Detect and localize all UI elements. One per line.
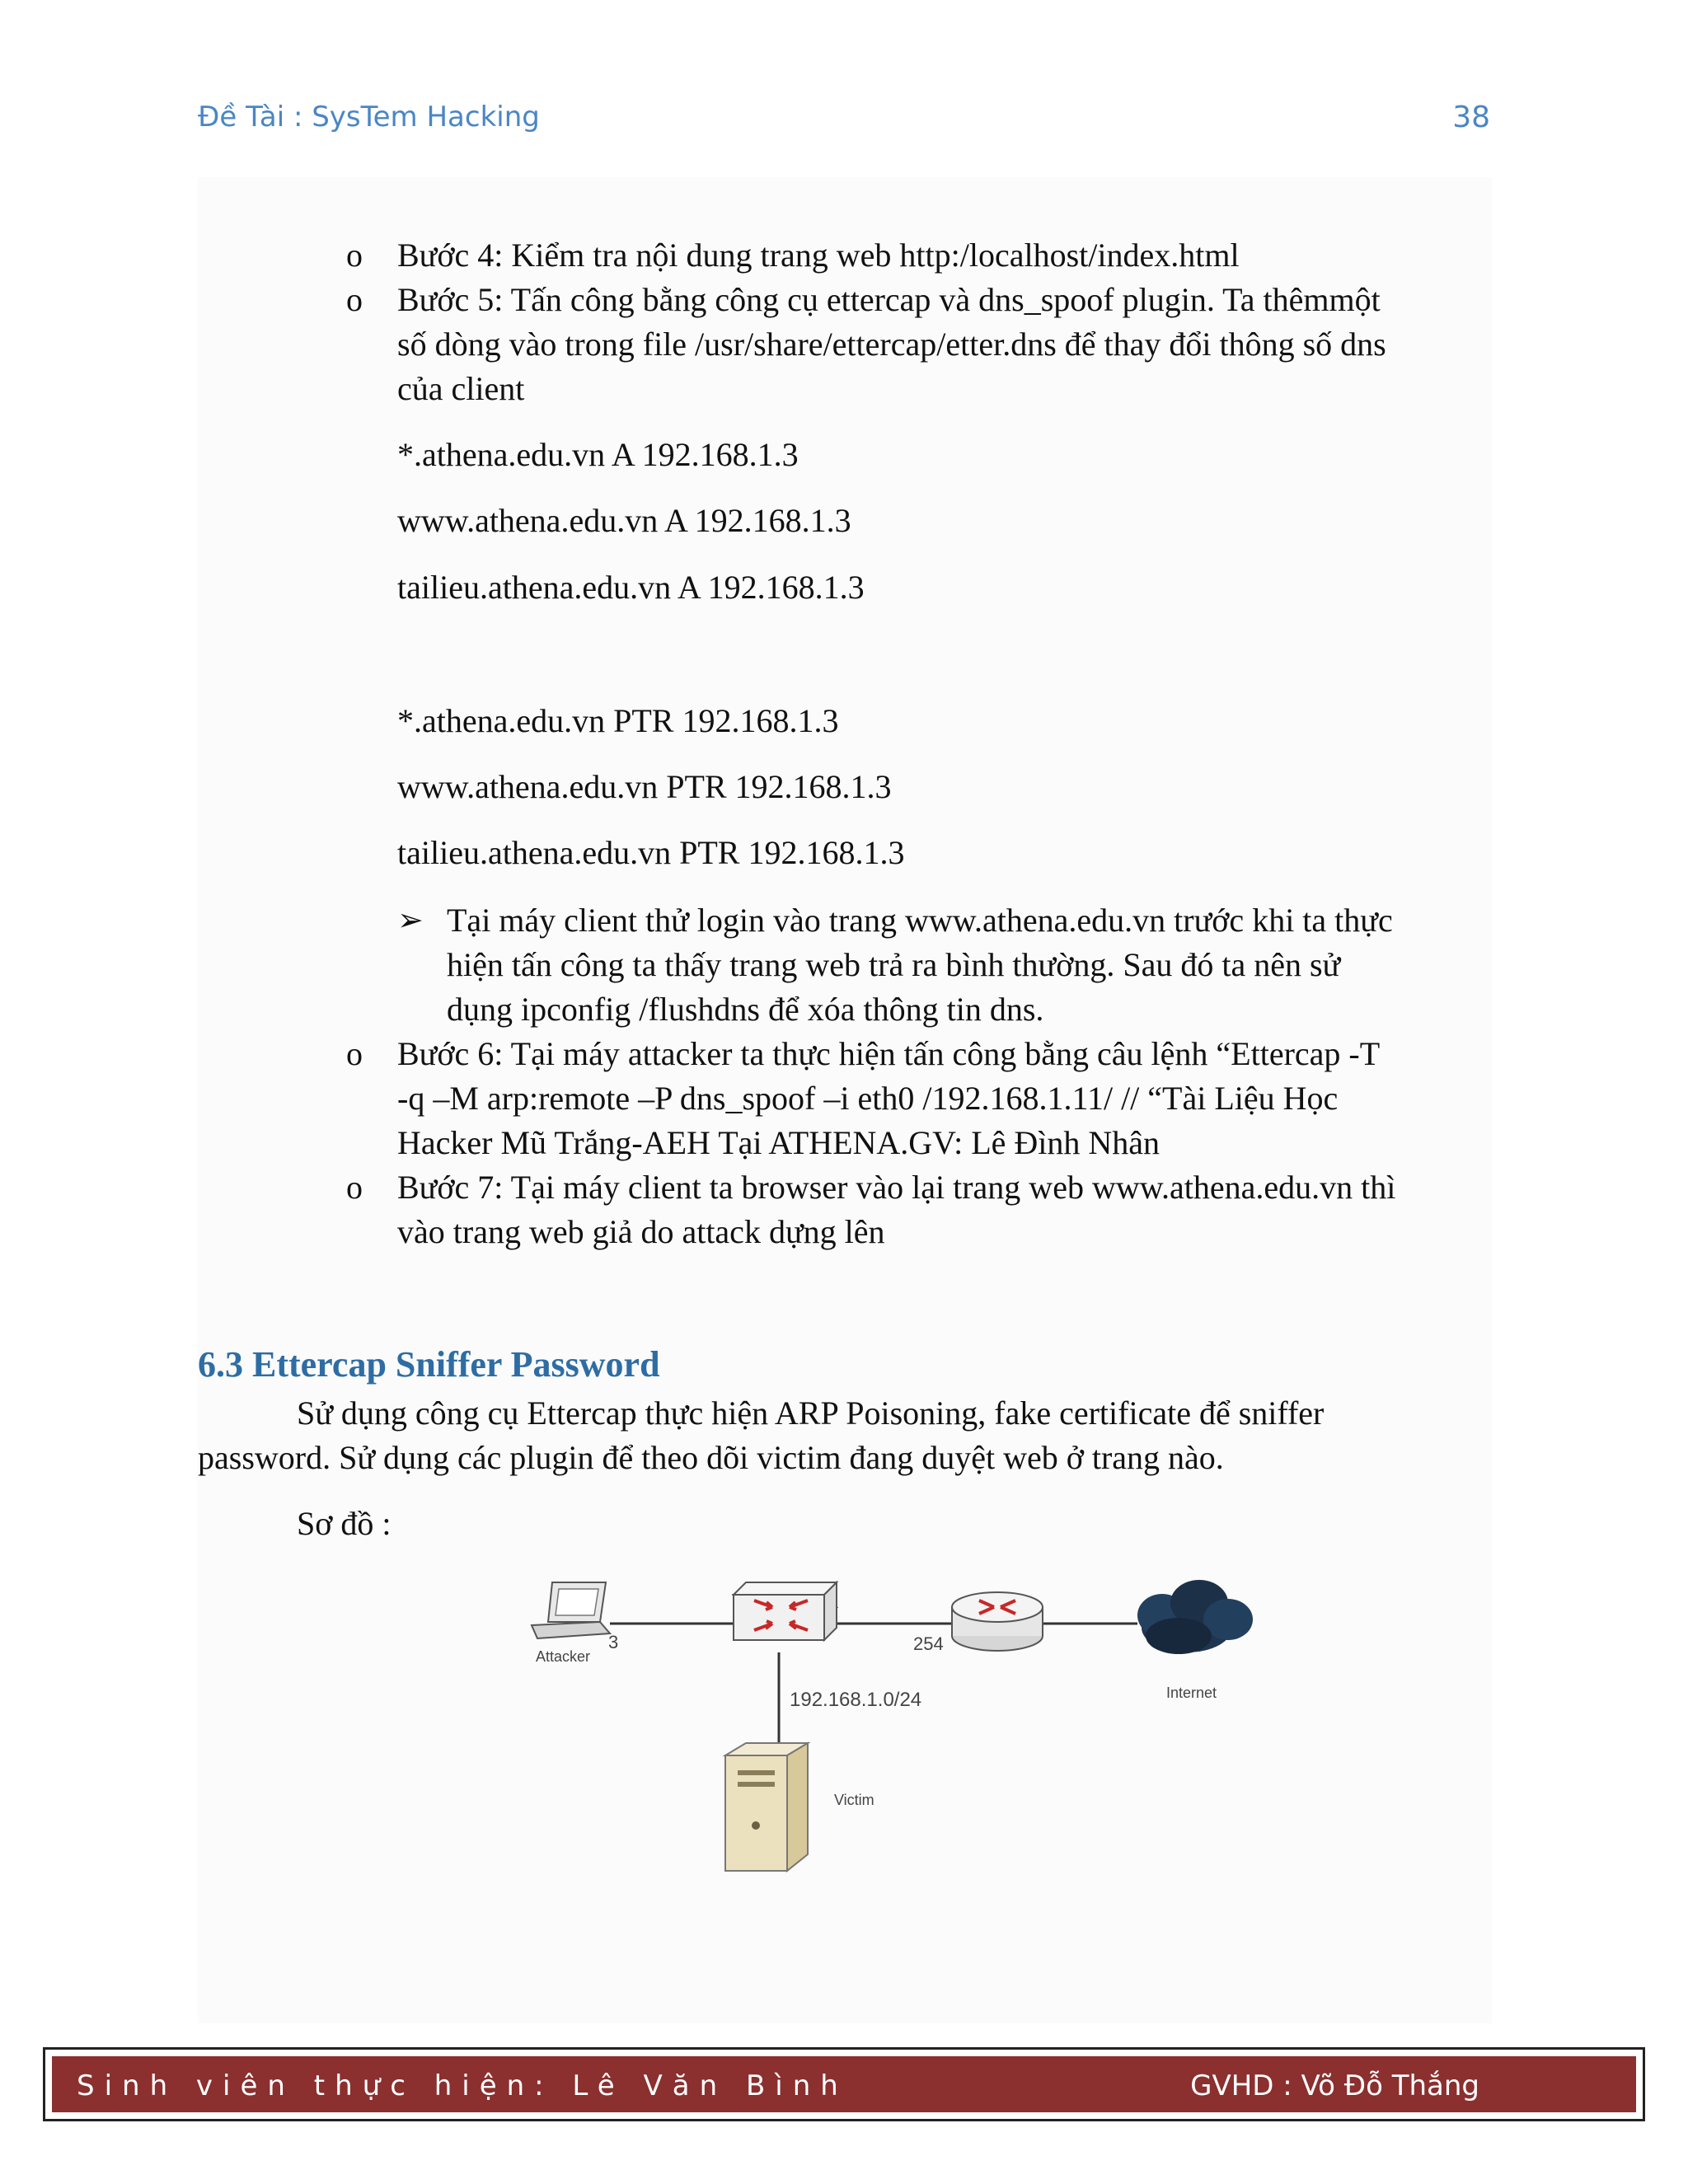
bullet-marker: o — [346, 1035, 363, 1072]
bullet-marker: o — [346, 281, 363, 318]
diagram-caption: Sơ đồ : — [297, 1505, 392, 1542]
step-5-line-1: Bước 5: Tấn công bằng công cụ ettercap và dns_spoof plugin. Ta thêmmột — [397, 281, 1381, 318]
attacker-port-label: 3 — [608, 1632, 619, 1652]
client-note-line-3: dụng ipconfig /flushdns để xóa thông tin dns. — [447, 991, 1044, 1028]
router-icon — [952, 1592, 1043, 1651]
bullet-marker: o — [346, 237, 363, 274]
step-5-line-3: của client — [397, 370, 525, 407]
section-paragraph-line-2: password. Sử dụng các plugin để theo dõi victim đang duyệt web ở trang nào. — [198, 1439, 1224, 1476]
step-6-line-3: Hacker Mũ Trắng-AEH Tại ATHENA.GV: Lê Đình Nhân — [397, 1124, 1160, 1161]
victim-label: Victim — [834, 1792, 874, 1808]
network-diagram — [528, 1558, 1269, 1887]
dns-record: tailieu.athena.edu.vn PTR 192.168.1.3 — [397, 834, 905, 871]
dns-record: www.athena.edu.vn PTR 192.168.1.3 — [397, 768, 892, 805]
dns-record: *.athena.edu.vn PTR 192.168.1.3 — [397, 702, 839, 739]
laptop-icon — [532, 1582, 610, 1638]
footer-student: Sinh viên thực hiện: Lê Văn Bình — [77, 2069, 848, 2102]
footer-advisor: GVHD : Võ Đỗ Thắng — [1190, 2069, 1479, 2102]
attacker-label: Attacker — [536, 1648, 591, 1665]
step-7-line-2: vào trang web giả do attack dựng lên — [397, 1213, 885, 1250]
dns-record: tailieu.athena.edu.vn A 192.168.1.3 — [397, 569, 865, 606]
dns-record: www.athena.edu.vn A 192.168.1.3 — [397, 502, 851, 539]
internet-label: Internet — [1166, 1685, 1217, 1701]
step-6-line-2: -q –M arp:remote –P dns_spoof –i eth0 /192.168.1.11/ // “Tài Liệu Học — [397, 1080, 1339, 1117]
client-note-line-1: Tại máy client thử login vào trang www.athena.edu.vn trước khi ta thực — [447, 902, 1393, 939]
subnet-label: 192.168.1.0/24 — [790, 1689, 922, 1711]
step-6-line-1: Bước 6: Tại máy attacker ta thực hiện tấn công bằng câu lệnh “Ettercap -T — [397, 1035, 1381, 1072]
step-7-line-1: Bước 7: Tại máy client ta browser vào lại trang web www.athena.edu.vn thì — [397, 1169, 1396, 1206]
footer-bar — [52, 2056, 1636, 2112]
section-paragraph-line-1: Sử dụng công cụ Ettercap thực hiện ARP Poisoning, fake certificate để sniffer — [297, 1394, 1325, 1432]
router-port-label: 254 — [913, 1633, 944, 1654]
step-4-text: Bước 4: Kiểm tra nội dung trang web http:/localhost/index.html — [397, 237, 1240, 274]
document-title: Đề Tài : SysTem Hacking — [198, 101, 540, 134]
page-number: 38 — [1452, 101, 1490, 134]
arrow-bullet-icon: ➢ — [397, 903, 424, 938]
step-5-line-2: số dòng vào trong file /usr/share/ettercap/etter.dns để thay đổi thông số dns — [397, 326, 1386, 363]
client-note-line-2: hiện tấn công ta thấy trang web trả ra bình thường. Sau đó ta nên sử — [447, 946, 1341, 983]
page-footer — [43, 2047, 1645, 2121]
cloud-icon — [1137, 1580, 1253, 1654]
bullet-marker: o — [346, 1169, 363, 1206]
server-icon — [725, 1743, 808, 1871]
dns-record: *.athena.edu.vn A 192.168.1.3 — [397, 436, 799, 473]
section-heading: 6.3 Ettercap Sniffer Password — [198, 1344, 660, 1385]
switch-icon — [734, 1582, 837, 1640]
